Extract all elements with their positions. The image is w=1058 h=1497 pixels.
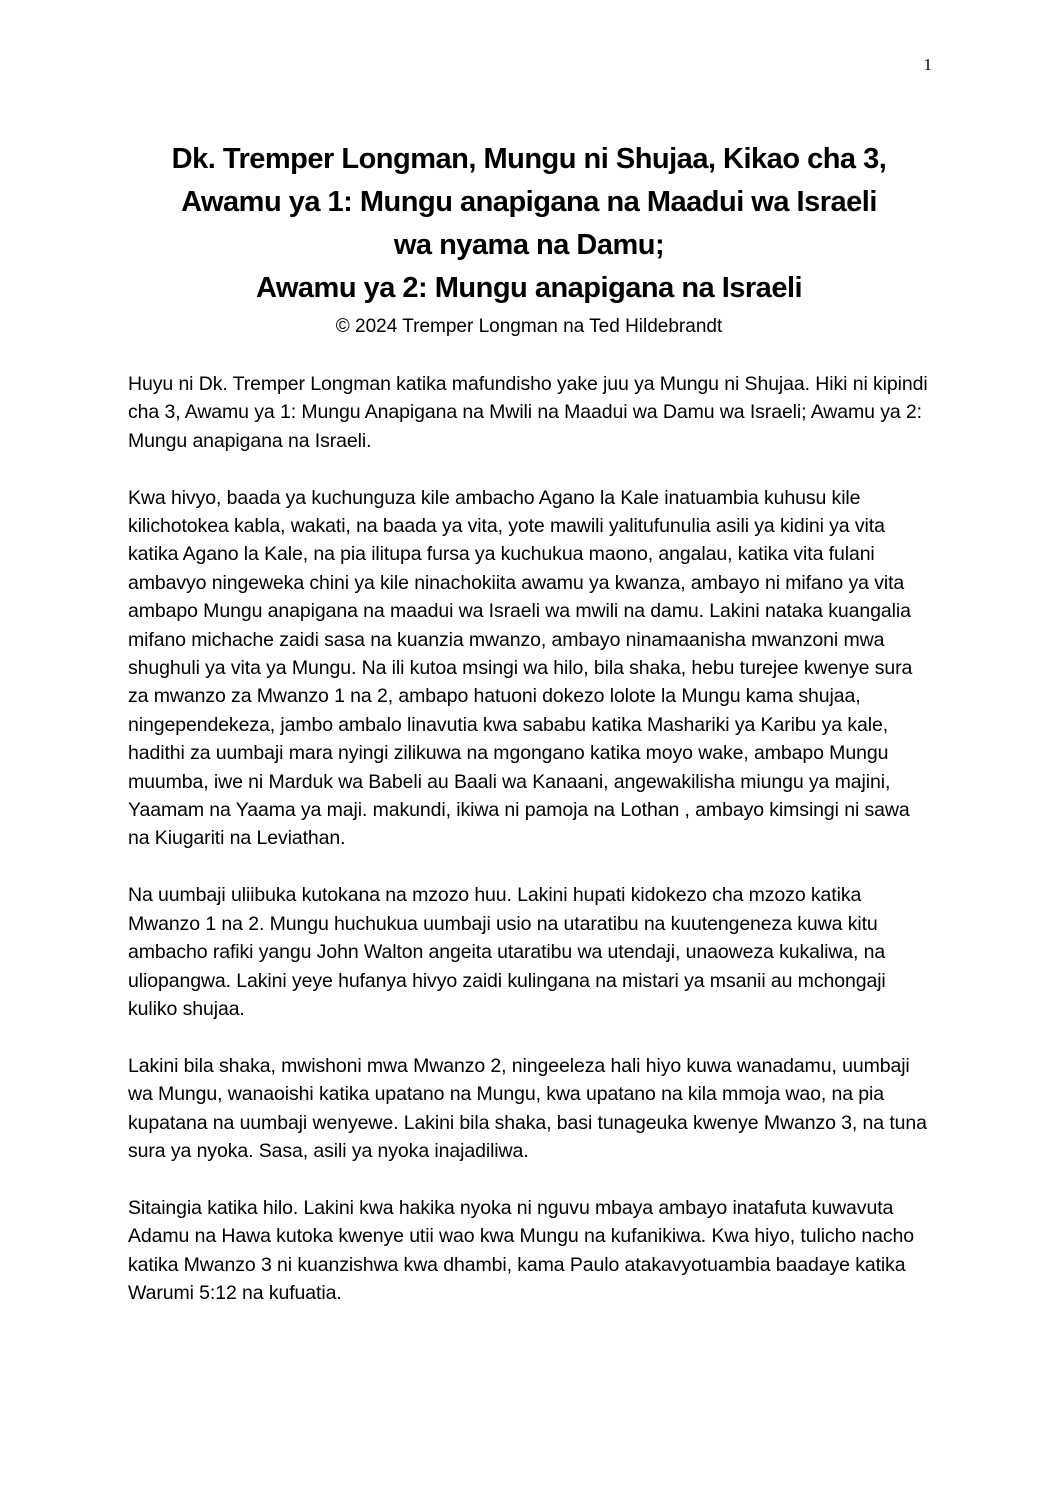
- copyright-line: © 2024 Tremper Longman na Ted Hildebrandt: [335, 316, 723, 337]
- title-line-1: Dk. Tremper Longman, Mungu ni Shujaa, Kikao cha 3,: [171, 143, 887, 175]
- title-line-2: Awamu ya 1: Mungu anapigana na Maadui wa Israeli: [181, 186, 877, 218]
- page-number: 1: [923, 55, 932, 74]
- paragraph-genesis-3-serpent: Lakini bila shaka, mwishoni mwa Mwanzo 2, ningeeleza hali hiyo kuwa wanadamu, uumbaji wa Mungu, wanaoishi katika upatano na Mungu, kwa upatano na kila mmoja wao, na pia kupatana na uumbaji wenyewe. Lakini bila shaka, basi tunageuka kwenye Mwanzo 3, na tuna sura ya nyoka. Sasa, asili ya nyoka inajadiliwa.: [128, 1054, 927, 1162]
- paragraph-intro: Huyu ni Dk. Tremper Longman katika mafundisho yake juu ya Mungu ni Shujaa. Hiki ni kipindi cha 3, Awamu ya 1: Mungu Anapigana na Mwili na Maadui wa Damu wa Israeli; Awamu ya 2: Mungu anapigana na Israeli.: [128, 373, 928, 452]
- paragraph-sin-introduction: Sitaingia katika hilo. Lakini kwa hakika nyoka ni nguvu mbaya ambayo inatafuta kuwavuta Adamu na Hawa kutoka kwenye utii wao kwa Mungu na kufanikiwa. Kwa hiyo, tulicho nacho katika Mwanzo 3 ni kuanzishwa kwa dhambi, kama Paulo atakavyotuambia baadaye katika Warumi 5:12 na kufuatia.: [128, 1196, 915, 1304]
- document-header: [0, 0, 1058, 342]
- paragraph-creation-conflict: Kwa hivyo, baada ya kuchunguza kile ambacho Agano la Kale inatuambia kuhusu kile kilichotokea kabla, wakati, na baada ya vita, yote mawili yalitufunulia asili ya kidini ya vita katika Agano la Kale, na pia ilitupa fursa ya kuchukua maono, angalau, katika vita fulani ambavyo ningeweka chini ya kile ninachokiita awamu ya kwanza, ambayo ni mifano ya vita ambapo Mungu anapigana na maadui wa Israeli wa mwili na damu. Lakini nataka kuangalia mifano michache zaidi sasa na kuanzia mwanzo, ambayo ninamaanisha mwanzoni mwa shughuli ya vita ya Mungu. Na ili kutoa msingi wa hilo, bila shaka, hebu turejee kwenye sura za mwanzo za Mwanzo 1 na 2, ambapo hatuoni dokezo lolote la Mungu kama shujaa, ningependekeza, jambo ambalo linavutia kwa sababu katika Mashariki ya Karibu ya kale, hadithi za uumbaji mara nyingi zilikuwa na mgongano katika moyo wake, ambapo Mungu muumba, iwe ni Marduk wa Babeli au Baali wa Kanaani, angewakilisha miungu ya majini, Yaamam na Yaama ya maji. makundi, ikiwa ni pamoja na Lothan , ambayo kimsingi ni sawa na Kiugariti na Leviathan.: [128, 486, 913, 850]
- document-body: [128, 370, 930, 1307]
- paragraph-genesis-order: Na uumbaji uliibuka kutokana na mzozo huu. Lakini hupati kidokezo cha mzozo katika Mwanzo 1 na 2. Mungu huchukua uumbaji usio na utaratibu na kuutengeneza kuwa kitu ambacho rafiki yangu John Walton angeita utaratibu wa utendaji, unaoweza kukaliwa, na uliopangwa. Lakini yeye hufanya hivyo zaidi kulingana na mistari ya msanii au mchongaji kuliko shujaa.: [128, 884, 886, 1020]
- title-line-3: wa nyama na Damu;: [393, 229, 665, 261]
- title-line-4: Awamu ya 2: Mungu anapigana na Israeli: [255, 272, 803, 304]
